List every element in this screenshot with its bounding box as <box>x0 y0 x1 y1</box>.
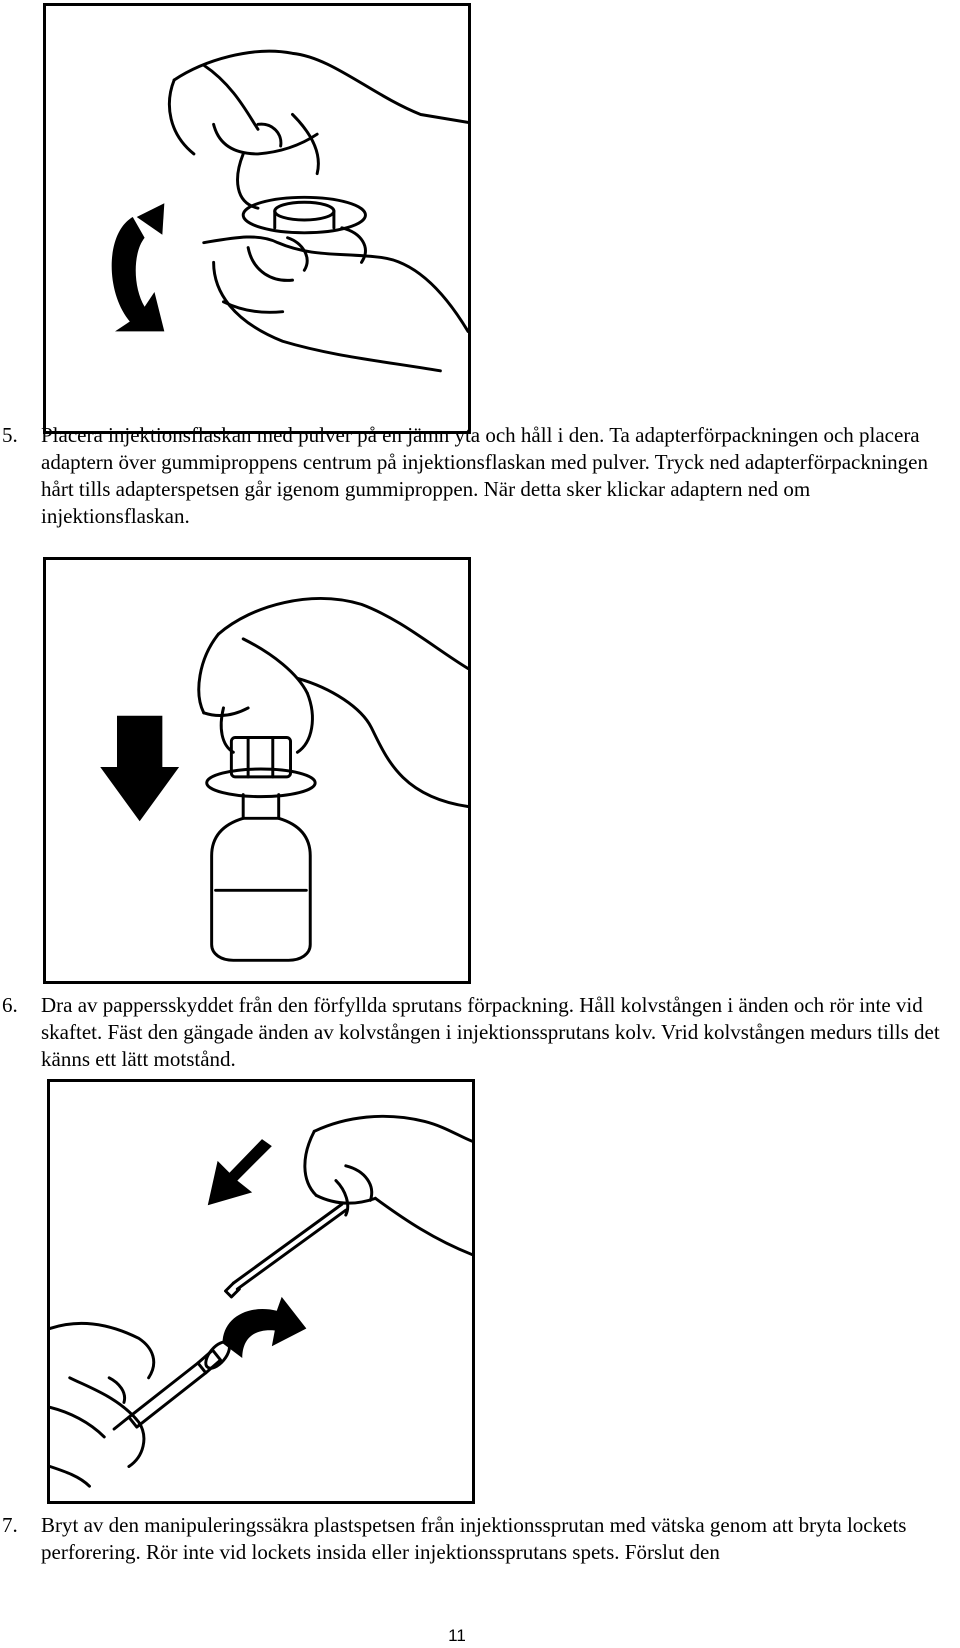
figure-twist-cap <box>43 3 471 434</box>
page-number: 11 <box>448 1626 466 1645</box>
attach-plunger-illustration-icon <box>50 1082 472 1501</box>
figure-attach-plunger <box>47 1079 475 1504</box>
figure-press-adapter <box>43 557 471 984</box>
twist-cap-illustration-icon <box>46 6 468 431</box>
press-adapter-illustration-icon <box>46 560 468 981</box>
step-number: 7. <box>2 1513 18 1537</box>
step-text: Dra av pappersskyddet från den förfyllda sprutans förpackning. Håll kolvstången i änden och rör inte vid skaftet. Fäst den gängade änden av kolvstången i injektionssprutans kolv. Vrid kolvstången medurs tills det känns ett lätt motstånd. <box>41 993 940 1071</box>
step-number: 5. <box>2 423 18 447</box>
step-text: Bryt av den manipuleringssäkra plastspetsen från injektionssprutan med vätska genom att bryta lockets perforering. Rör inte vid lockets insida eller injektionssprutans spets. Förslut den <box>41 1513 907 1564</box>
step-text: Placera injektionsflaskan med pulver på en jämn yta och håll i den. Ta adapterförpackningen och placera adaptern över gummiproppens centrum på injektionsflaskan med pulver. Tryck ned adapterförpackningen hårt tills adapterspetsen går igenom gummiproppen. När detta sker klickar adaptern ned om injektionsflaskan. <box>41 423 929 528</box>
step-number: 6. <box>2 993 18 1017</box>
